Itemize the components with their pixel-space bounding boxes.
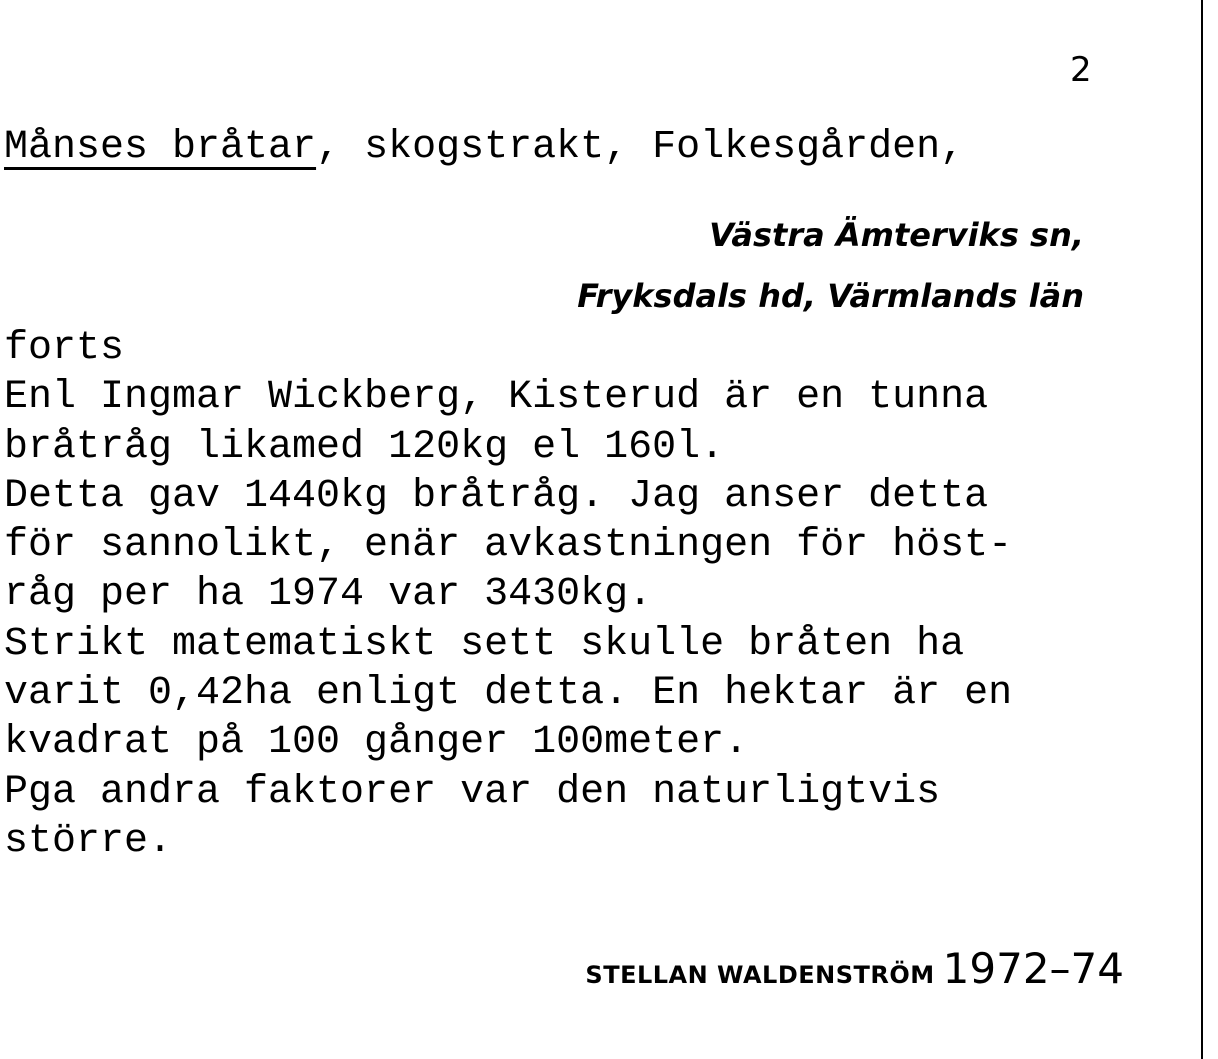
body-line: för sannolikt, enär avkastningen för höst- bbox=[4, 523, 1013, 569]
body-line: Pga andra faktorer var den naturligtvis bbox=[4, 769, 941, 815]
heading-rest: , skogstrakt, Folkesgården, bbox=[316, 125, 965, 170]
signature-stamp bbox=[585, 944, 1124, 993]
signature-years: 1972–74 bbox=[942, 944, 1124, 993]
body-line: Strikt matematiskt sett skulle bråten ha bbox=[4, 621, 965, 667]
signature-name: STELLAN WALDENSTRÖM bbox=[585, 961, 935, 989]
body-line: kvadrat på 100 gånger 100meter. bbox=[4, 720, 749, 766]
body-text bbox=[4, 324, 1012, 866]
body-line: forts bbox=[4, 326, 125, 371]
place-line-parish: Västra Ämterviks sn, bbox=[709, 216, 1084, 254]
body-line: varit 0,42ha enligt detta. En hektar är en bbox=[4, 671, 1013, 717]
page-number: 2 bbox=[1070, 50, 1092, 90]
card-edge-line bbox=[1201, 0, 1203, 1059]
body-line: Enl Ingmar Wickberg, Kisterud är en tunna bbox=[4, 375, 989, 421]
body-line: bråtråg likamed 120kg el 160l. bbox=[4, 424, 725, 470]
heading bbox=[4, 124, 964, 172]
place-line-district: Fryksdals hd, Värmlands län bbox=[577, 277, 1084, 315]
body-line: råg per ha 1974 var 3430kg. bbox=[4, 572, 653, 618]
heading-title: Månses bråtar bbox=[4, 125, 317, 170]
body-line: större. bbox=[4, 818, 173, 864]
body-line: Detta gav 1440kg bråtråg. Jag anser detta bbox=[4, 473, 989, 519]
